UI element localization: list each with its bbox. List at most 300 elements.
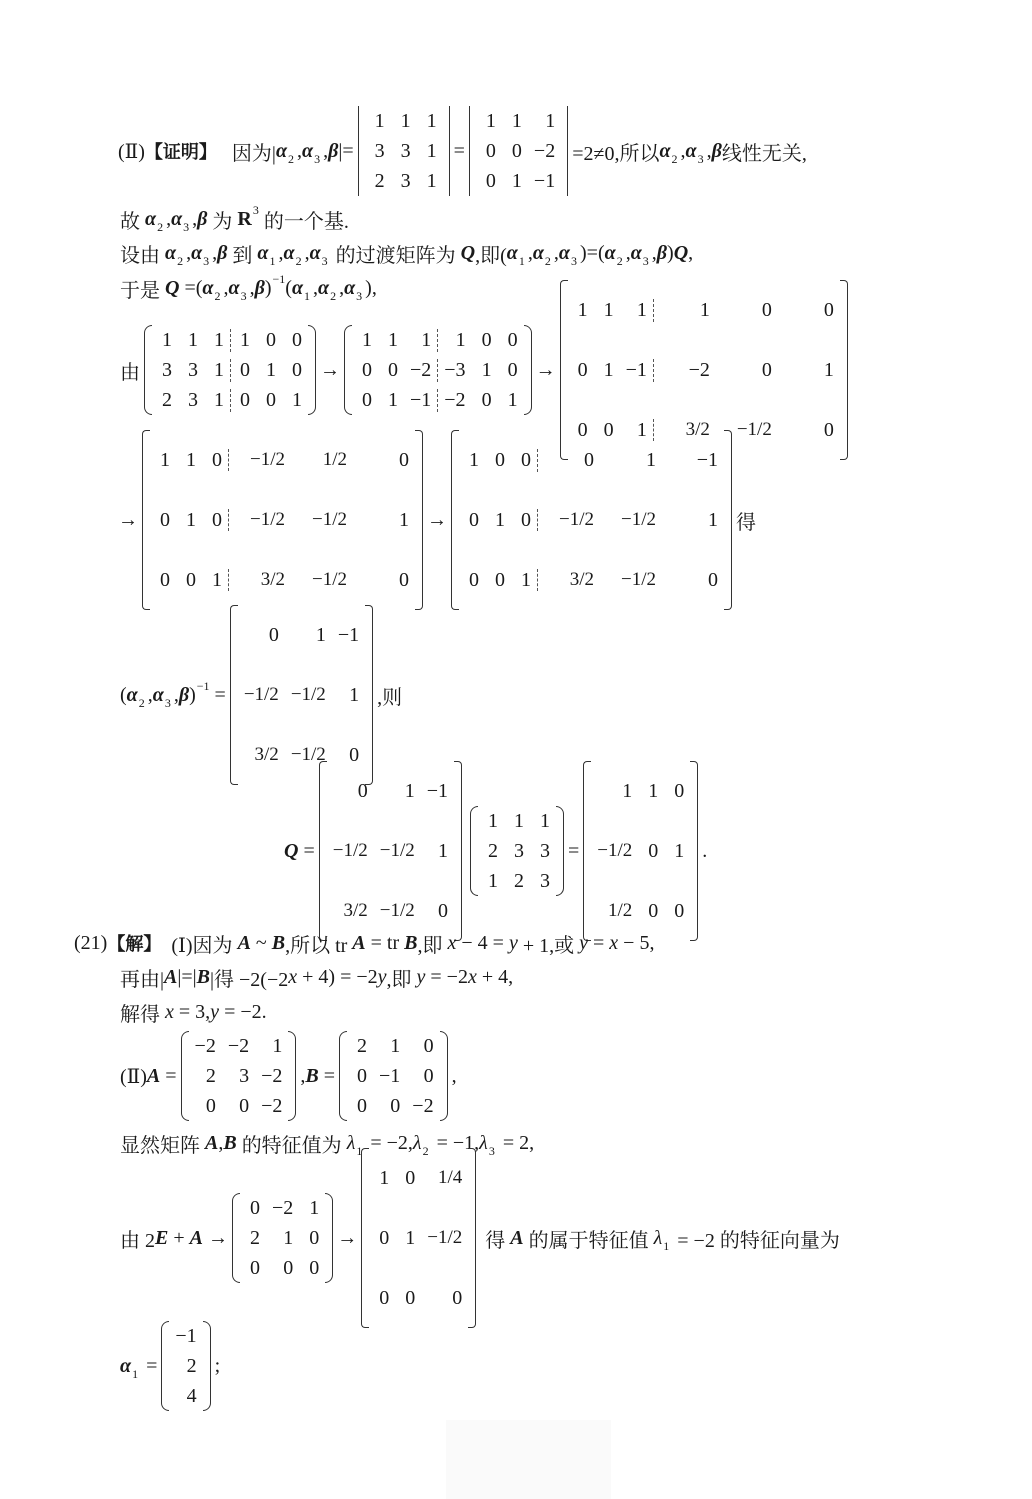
- matrix-det1: [358, 106, 450, 196]
- matrix-cell: 1: [603, 358, 614, 381]
- matrix-grid: [476, 106, 561, 196]
- text: 于是: [120, 279, 165, 302]
- math-symbol: [532, 241, 554, 268]
- matrix-cell: 1: [266, 358, 276, 381]
- text: ,: [147, 683, 153, 706]
- matrix-cell: 1: [622, 779, 633, 802]
- matrix-cell: 0: [823, 418, 834, 441]
- symbol: β: [197, 207, 208, 230]
- text: ,: [166, 207, 172, 230]
- matrix-cell: 1: [636, 418, 647, 441]
- text: ,: [304, 241, 310, 264]
- symbol: α: [126, 683, 138, 706]
- matrix-cell: 0: [674, 899, 685, 922]
- subscript: 3: [571, 253, 577, 268]
- matrix-cell: 0: [292, 358, 302, 381]
- math-symbol: [210, 1001, 219, 1024]
- text: = −2: [425, 965, 468, 988]
- left-bracket: [232, 1193, 240, 1283]
- superscript: −1: [196, 678, 210, 693]
- matrix-cell: −3: [437, 359, 471, 382]
- subscript: 2: [177, 253, 184, 268]
- matrix-cell: 0: [266, 328, 276, 351]
- matrix-cell: 2: [514, 869, 525, 892]
- matrix-cell: 1: [646, 448, 656, 471]
- matrix-cell: 1: [188, 328, 198, 351]
- matrix-cell: 1: [540, 809, 551, 832]
- matrix-cell: 0: [357, 1064, 368, 1087]
- text: |得 −2(−2: [210, 968, 289, 991]
- matrix-cell: 0: [674, 779, 685, 802]
- matrix-cell-fraction: −1/2: [332, 840, 368, 861]
- matrix-cell: 3: [540, 839, 551, 862]
- symbol: Q: [284, 839, 299, 862]
- text: =: [318, 1064, 336, 1087]
- matrix-cell: −2: [533, 139, 556, 162]
- matrix-cell: 0: [485, 169, 496, 192]
- subscript: 3: [321, 253, 328, 268]
- matrix-cell: 1: [708, 508, 718, 531]
- matrix-cell: −2: [271, 1196, 294, 1219]
- matrix-cell: 0: [230, 359, 256, 382]
- scan-artifact: [446, 1420, 611, 1499]
- matrix-cell: 1: [186, 448, 196, 471]
- text: =(: [179, 276, 203, 299]
- matrix-grid: [459, 430, 724, 610]
- text: 故: [120, 210, 145, 233]
- math-symbol: [328, 140, 338, 163]
- matrix-cell: 1: [292, 388, 302, 411]
- matrix-cell: 0: [212, 508, 222, 531]
- math-symbol: [659, 139, 680, 166]
- text: (Ⅱ): [120, 1065, 147, 1088]
- text: ,: [186, 241, 192, 264]
- text: 得: [736, 511, 756, 534]
- text: ,: [297, 139, 303, 162]
- matrix-cell: 0: [239, 1094, 250, 1117]
- text: − 4 =: [456, 931, 509, 954]
- matrix-cell: 0: [469, 568, 479, 591]
- subscript: 1: [132, 1366, 139, 1381]
- text: ,即: [386, 968, 417, 991]
- text: →: [202, 1226, 228, 1249]
- text: .: [702, 839, 708, 862]
- math-symbol: [378, 966, 387, 989]
- right-bracket: [449, 106, 450, 196]
- subscript: 2: [330, 288, 337, 303]
- text: + 1,或: [517, 934, 580, 957]
- matrix-grid: [152, 325, 308, 415]
- matrix-cell: 1: [488, 869, 499, 892]
- matrix-cell: 0: [537, 449, 600, 472]
- math-symbol: [318, 276, 339, 303]
- matrix-cell: 0: [212, 448, 222, 471]
- matrix-cell: 0: [362, 388, 372, 411]
- matrix-cell: 0: [603, 418, 614, 441]
- matrix-cell: 0: [511, 139, 522, 162]
- left-bracket: [181, 1031, 189, 1121]
- matrix-grid: [240, 1193, 325, 1283]
- symbol: β: [328, 139, 339, 162]
- text: ,: [300, 1064, 306, 1087]
- text: ,: [680, 139, 686, 162]
- text: 因为|: [216, 142, 276, 165]
- left-bracket: [470, 806, 478, 896]
- matrix-cell: 2: [186, 1354, 197, 1377]
- symbol: Q: [165, 276, 180, 299]
- matrix-cell: 0: [521, 448, 531, 471]
- symbol: β: [217, 241, 228, 264]
- text: − 5,: [618, 931, 655, 954]
- symbol: α: [191, 241, 203, 264]
- matrix-cell: 0: [423, 1064, 434, 1087]
- math-symbol: [674, 242, 688, 265]
- problem-21-part-1: [74, 928, 654, 958]
- symbol: E: [155, 1226, 169, 1249]
- matrix-cell: 1: [212, 568, 222, 591]
- left-bracket: [469, 106, 470, 196]
- matrix-cell: 0: [823, 298, 834, 321]
- symbol: α: [685, 139, 697, 162]
- math-symbol: [609, 932, 618, 955]
- symbol: β: [656, 241, 668, 264]
- symbol: Q: [673, 241, 689, 264]
- proof-determinant-line: [118, 105, 807, 197]
- matrix-cell: 1: [162, 328, 172, 351]
- symbol: α: [532, 241, 544, 264]
- math-symbol: [190, 1227, 203, 1250]
- subscript: 3: [164, 695, 171, 710]
- q-result-line: [284, 778, 707, 924]
- math-symbol: [404, 932, 417, 955]
- text: ,: [706, 139, 712, 162]
- matrix-cell: 1: [653, 299, 716, 322]
- left-bracket: [319, 761, 327, 941]
- matrix-cell: 1: [648, 779, 659, 802]
- symbol: x: [609, 931, 619, 954]
- text: ): [667, 241, 674, 264]
- symbol: B: [223, 1131, 237, 1154]
- matrix-cell-fraction: −1/2: [312, 509, 347, 530]
- matrix-cell: 0: [469, 508, 479, 531]
- symbol: α: [309, 241, 321, 264]
- matrix-cell: 0: [357, 1094, 368, 1117]
- subscript: 3: [240, 288, 247, 303]
- matrix-cell: 1: [426, 139, 437, 162]
- symbol: y: [508, 931, 518, 954]
- text: = −2 的特征向量为: [672, 1229, 840, 1252]
- matrix-cell: 1: [404, 779, 415, 802]
- math-symbol: [145, 207, 166, 234]
- right-bracket: [415, 430, 423, 610]
- symbol: α: [120, 1354, 132, 1377]
- text: (Ⅱ): [118, 140, 145, 163]
- matrix-cell: 0: [388, 358, 398, 381]
- text: ),: [365, 276, 377, 299]
- matrix-vec: [161, 1321, 210, 1411]
- matrix-cell: 0: [648, 839, 659, 862]
- symbol: α: [283, 241, 295, 264]
- matrix-cell: 1: [283, 1226, 294, 1249]
- symbol: α: [604, 241, 616, 264]
- text: →: [320, 358, 340, 381]
- matrix-cell-fraction: −1/2: [597, 840, 633, 861]
- text: =: [588, 931, 610, 954]
- math-symbol: [657, 242, 667, 265]
- subscript: 1: [304, 288, 311, 303]
- matrix-cell-fraction: −1/2: [621, 509, 656, 530]
- symbol: α: [202, 276, 214, 299]
- text: ,: [249, 276, 255, 299]
- matrix-cell: 1: [214, 358, 224, 381]
- text: ,: [313, 276, 319, 299]
- text: ,则: [377, 686, 403, 709]
- matrix-cell: 0: [495, 568, 505, 591]
- text: 的特征值为: [236, 1134, 347, 1157]
- math-symbol: [165, 277, 179, 300]
- matrix-det2: [469, 106, 568, 196]
- symbol: x: [447, 931, 457, 954]
- right-bracket: [365, 605, 373, 785]
- matrix-cell-fraction: −1/2: [379, 900, 415, 921]
- symbol: λ: [412, 1131, 422, 1154]
- section-tag: 【解】: [107, 934, 162, 955]
- matrix-cell: −2: [261, 1064, 283, 1087]
- matrix-cell: 0: [521, 508, 531, 531]
- math-symbol: [171, 207, 192, 234]
- matrix-cell: 2: [357, 1034, 368, 1057]
- matrix-grid: [478, 806, 556, 896]
- symbol: λ: [346, 1131, 356, 1154]
- text: =: [209, 683, 226, 706]
- symbol: α: [558, 241, 570, 264]
- right-bracket: [325, 1193, 333, 1283]
- math-symbol: [352, 932, 365, 955]
- text: (: [285, 276, 292, 299]
- matrix-cell-fraction: −1/2: [537, 509, 600, 531]
- matrix-cell: 0: [708, 568, 718, 591]
- matrix-cell: 0: [186, 568, 196, 591]
- text: ,: [223, 276, 229, 299]
- matrix-cell: 0: [362, 358, 372, 381]
- matrix-cell: 1: [400, 109, 411, 132]
- matrix-cell: 1: [485, 109, 496, 132]
- basis-statement: [120, 204, 349, 234]
- symbol: Q: [460, 241, 476, 264]
- matrix-cell: 1: [214, 388, 224, 411]
- text: =: [141, 1354, 158, 1377]
- solution-xy: [120, 997, 267, 1027]
- subscript: 2: [422, 1143, 429, 1158]
- symbol: α: [152, 683, 164, 706]
- matrix-grid: [347, 1031, 440, 1121]
- matrix-cell-fraction: 3/2: [254, 744, 279, 765]
- matrix-cell: 0: [249, 1256, 260, 1279]
- row-reduction-step-1: [120, 298, 852, 441]
- math-symbol: [417, 966, 426, 989]
- superscript: 3: [252, 202, 259, 217]
- matrix-cell: −1: [337, 623, 360, 646]
- math-symbol: [197, 208, 207, 231]
- symbol: B: [404, 931, 418, 954]
- math-symbol: [155, 1227, 168, 1250]
- right-bracket: [308, 325, 316, 415]
- matrix-cell: 0: [357, 779, 368, 802]
- matrix-cell: 1: [421, 328, 432, 351]
- text: 得: [480, 1229, 511, 1252]
- matrix-cell-fraction: 3/2: [537, 569, 600, 591]
- subscript: 1: [269, 253, 276, 268]
- matrix-cell: −1: [379, 1064, 401, 1087]
- symbol: α: [275, 139, 288, 162]
- matrix-cell: 2: [374, 169, 385, 192]
- left-bracket: [230, 605, 238, 785]
- matrix-cell-fraction: 1/2: [322, 449, 347, 470]
- text: 线性无关,: [721, 142, 807, 165]
- subscript: 3: [314, 151, 321, 166]
- matrix-cell: 0: [160, 508, 170, 531]
- text: |=|: [177, 965, 197, 988]
- matrix-cell: 0: [761, 298, 772, 321]
- symbol: B: [305, 1064, 319, 1087]
- matrix-grid: [189, 1031, 289, 1121]
- math-symbol: [152, 683, 174, 710]
- matrix-cell: −1: [696, 448, 718, 471]
- math-symbol: [558, 241, 580, 268]
- text: ,所以 tr: [285, 934, 353, 957]
- text: (Ⅰ)因为: [161, 934, 238, 957]
- matrix-cell: 0: [438, 899, 449, 922]
- matrix-cell: 0: [309, 1256, 320, 1279]
- matrix-cell-fraction: −1/2: [228, 509, 291, 531]
- text: 再由|: [120, 968, 165, 991]
- symbol: α: [145, 207, 157, 230]
- math-symbol: [288, 966, 297, 989]
- math-symbol: [217, 242, 227, 265]
- math-symbol: [461, 242, 475, 265]
- text: ,即(: [475, 244, 507, 267]
- matrix-cell-fraction: −1/2: [290, 744, 326, 765]
- math-symbol: [255, 277, 265, 300]
- symbol: α: [165, 241, 177, 264]
- math-symbol: [302, 139, 323, 166]
- symbol: A: [146, 1064, 161, 1087]
- subscript: 2: [544, 253, 551, 268]
- matrix-cell: 3: [188, 388, 198, 411]
- matrix-cell: 0: [485, 139, 496, 162]
- subscript: 3: [356, 288, 363, 303]
- matrix-cell: 1: [349, 683, 360, 706]
- matrix-cell: 3: [374, 139, 385, 162]
- right-bracket: [454, 761, 462, 941]
- matrix-cell: 1: [230, 329, 256, 352]
- matrix-cell: 1: [388, 328, 398, 351]
- symbol: β: [711, 139, 722, 162]
- math-symbol: [238, 932, 251, 955]
- text: = 3,: [173, 1000, 211, 1023]
- symbol: y: [377, 965, 387, 988]
- symbol: y: [416, 965, 426, 988]
- matrix-cell: 1: [507, 388, 518, 411]
- matrix-cell: 4: [186, 1384, 197, 1407]
- text: = 2,: [497, 1131, 535, 1154]
- symbol: α: [344, 276, 356, 299]
- text: =2≠0,所以: [572, 142, 660, 165]
- matrix-cell: 0: [283, 1256, 294, 1279]
- text: 解得: [120, 1003, 165, 1026]
- text: ,: [173, 683, 179, 706]
- text: ,: [527, 241, 533, 264]
- right-bracket: [690, 761, 698, 941]
- text: ,: [192, 207, 198, 230]
- matrix-cell: 0: [399, 568, 409, 591]
- matrix-cell: 1: [495, 508, 505, 531]
- symbol: y: [579, 931, 588, 954]
- math-symbol: [283, 241, 304, 268]
- matrix-cell: −2: [194, 1034, 216, 1057]
- matrix-cell: 3: [400, 139, 411, 162]
- subscript: 2: [138, 695, 145, 710]
- matrix-cell: 1: [545, 109, 556, 132]
- subscript: 3: [488, 1143, 495, 1158]
- matrix-cell: 1: [469, 448, 479, 471]
- text: ): [189, 683, 196, 706]
- text: ,即: [417, 934, 448, 957]
- math-symbol: [165, 1001, 174, 1024]
- symbol: x: [467, 965, 477, 988]
- matrix-grid: [150, 430, 415, 610]
- matrix-cell: 1: [438, 839, 449, 862]
- symbol: α: [228, 276, 240, 299]
- matrix-cell-fraction: 3/2: [653, 419, 716, 441]
- matrix-cell: 3: [400, 169, 411, 192]
- left-bracket: [161, 1321, 169, 1411]
- matrix-cell: 0: [390, 1094, 401, 1117]
- matrix-cell: 0: [481, 388, 492, 411]
- matrix-cell: 1: [374, 109, 385, 132]
- math-symbol: [165, 241, 186, 268]
- symbol: x: [165, 1000, 174, 1023]
- right-bracket: [556, 806, 564, 896]
- text: =: [160, 1064, 177, 1087]
- q-formula: [120, 273, 377, 303]
- matrix-cell: 1: [399, 508, 409, 531]
- symbol: B: [271, 931, 286, 954]
- subscript: 3: [203, 253, 210, 268]
- text: 的过渡矩阵为: [330, 244, 461, 267]
- text: 的属于特征值: [523, 1229, 654, 1252]
- matrix-cell: 1: [379, 1166, 390, 1189]
- matrix-cell: 0: [648, 899, 659, 922]
- eigenvector-derivation: [120, 1166, 840, 1310]
- matrix-cell: 1: [514, 809, 525, 832]
- left-bracket: [451, 430, 459, 610]
- matrix-cell: 1: [521, 568, 531, 591]
- text: = −2,: [365, 1131, 413, 1154]
- text: 由: [120, 361, 140, 384]
- matrix-cell: 0: [309, 1226, 320, 1249]
- subscript: 3: [642, 253, 649, 268]
- inverse-matrix-line: [120, 622, 402, 768]
- symbol: A: [352, 931, 366, 954]
- matrix-cell: 0: [761, 358, 772, 381]
- matrix-cell-fraction: −1/2: [243, 684, 279, 705]
- text: →: [427, 508, 447, 531]
- matrix-cell-fraction: −1/2: [312, 569, 347, 590]
- matrix-cell: −2: [653, 359, 716, 382]
- symbol: y: [210, 1000, 220, 1023]
- math-symbol: [257, 241, 278, 268]
